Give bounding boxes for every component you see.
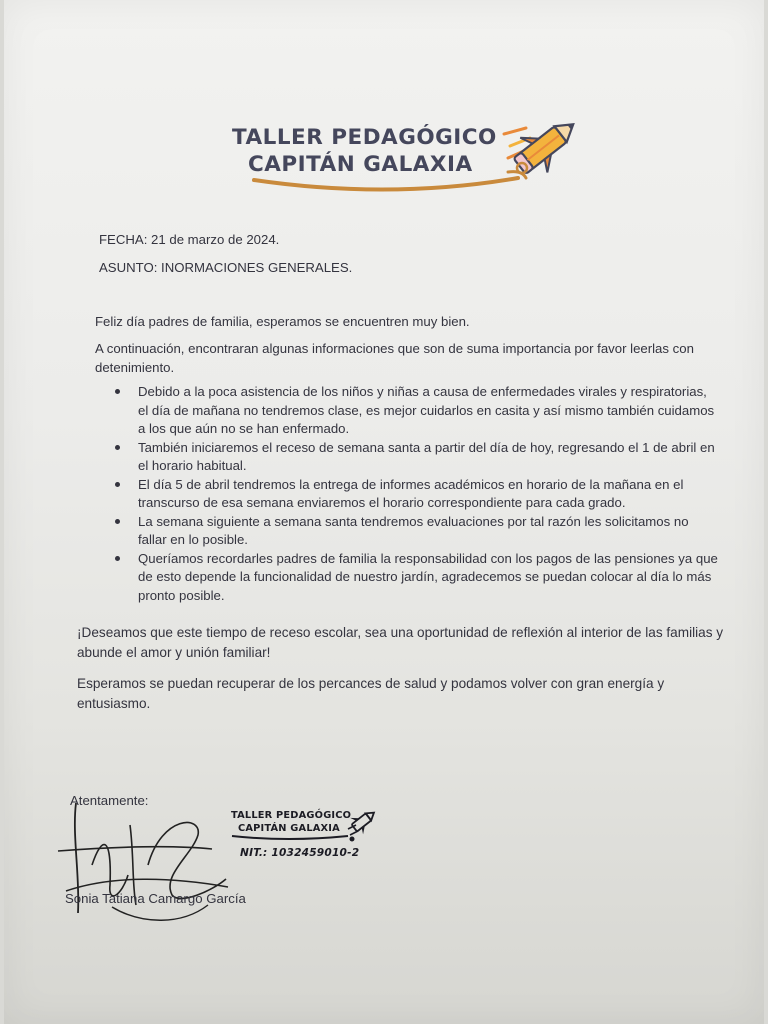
list-item-text: La semana siguiente a semana santa tendremos evaluaciones por tal razón les solicitamos no fallar en lo posible. [138,513,689,547]
stamp-swoosh-icon [228,833,358,843]
letter-closing: Esperamos se puedan recuperar de los percances de salud y podamos volver con gran energía y entusiasmo. [77,676,665,711]
handwritten-signature-icon [52,795,242,935]
announcement-list [108,383,718,605]
logo-swoosh-icon [250,166,530,198]
letter-greeting: Feliz día padres de familia, esperamos se encuentren muy bien. [95,314,470,329]
logo-line-2: CAPITÁN GALAXIA [248,152,473,177]
letter-date: FECHA: 21 de marzo de 2024. [99,232,280,247]
list-item-text: Debido a la poca asistencia de los niños y niñas a causa de enfermedades virales y respiratorias, el día de mañana no tendremos clase, es mejor cuidarlos en casita y así mismo también cuidamos a los que aún no se han enfermado. [138,384,715,436]
list-item [108,550,718,606]
stamp-line-1: TALLER PEDAGÓGICO [231,810,352,821]
list-item [108,383,718,439]
signatory-name: Sonia Tatiana Camargo García [65,891,246,906]
list-item-text: El día 5 de abril tendremos la entrega de informes académicos en horario de la mañana en el transcurso de esa semana enviaremos el horario correspondiente para cada grado. [138,476,684,510]
school-stamp [228,803,388,865]
school-logo [230,104,590,204]
bullet-icon [115,556,120,561]
bullet-icon [115,389,120,394]
list-item [108,476,718,513]
list-item [108,513,718,550]
letter-subject: ASUNTO: INORMACIONES GENERALES. [99,260,353,275]
bullet-icon [115,482,120,487]
letter-intro: A continuación, encontraran algunas informaciones que son de suma importancia por favor leerlas con detenimiento. [95,341,694,375]
bullet-icon [115,445,120,450]
pencil-rocket-icon [500,104,590,184]
list-item-text: Queríamos recordarles padres de familia la responsabilidad con los pagos de las pensiones ya que de esto depende la funcionalidad de nuestro jardín, agradecemos se puedan colocar al día lo más pronto posible. [138,550,718,603]
letter-page [4,0,764,1024]
signature-label: Atentamente: [70,793,149,808]
stamp-line-2: CAPITÁN GALAXIA [238,823,340,834]
letter-wish: ¡Deseamos que este tiempo de receso escolar, sea una oportunidad de reflexión al interior de las familias y abunde el amor y unión familiar! [77,625,724,660]
bullet-icon [115,519,120,524]
stamp-nit: NIT.: 1032459010-2 [240,847,360,859]
list-item [108,439,718,476]
logo-line-1: TALLER PEDAGÓGICO [232,125,497,150]
list-item-text: También iniciaremos el receso de semana santa a partir del día de hoy, regresando el 1 de abril en el horario habitual. [138,439,715,473]
